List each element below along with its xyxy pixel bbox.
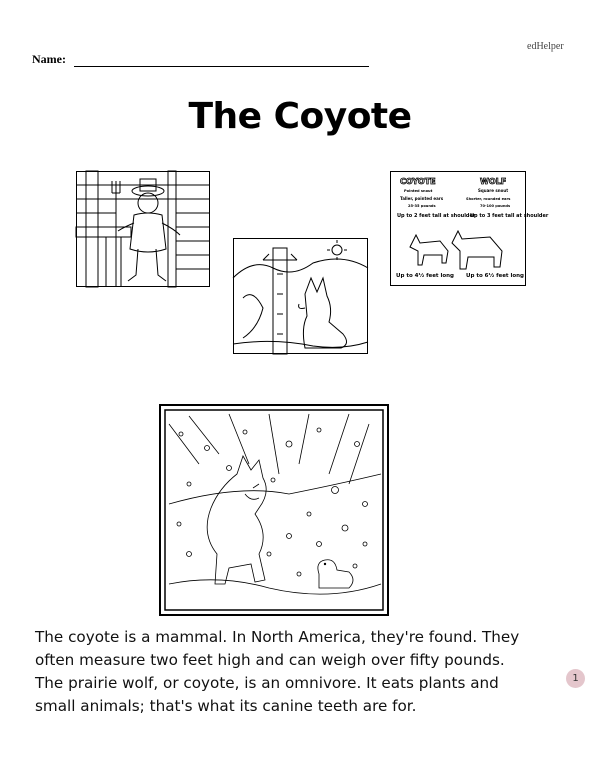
winter-coyote-illustration [159, 404, 389, 616]
wolf-snout: Square snout [478, 188, 509, 193]
coyote-snout: Pointed snout [404, 189, 433, 193]
wolf-height: Up to 3 feet tall at shoulder [470, 213, 549, 219]
wolf-ears: Shorter, rounded ears [466, 197, 511, 201]
wolf-heading: WOLF [480, 177, 507, 186]
wolf-weight: 70-100 pounds [480, 204, 511, 208]
story-line: The prairie wolf, or coyote, is an omnivore. It eats plants and [35, 674, 499, 692]
coyote-wolf-chart [390, 171, 549, 286]
story-line: often measure two feet high and can weigh over fifty pounds. [35, 651, 505, 669]
story-paragraph [35, 626, 555, 718]
story-line: small animals; that's what its canine teeth are for. [35, 697, 417, 715]
coyote-ears: Taller, pointed ears [400, 196, 444, 201]
name-label: Name: [32, 52, 66, 66]
coyote-length: Up to 4½ feet long [396, 273, 454, 279]
totem-coyote-illustration [233, 238, 368, 354]
name-row [32, 52, 369, 67]
page-number-badge: 1 [566, 669, 585, 688]
wolf-length: Up to 6½ feet long [466, 273, 524, 279]
page-title: The Coyote [188, 96, 412, 137]
story-line: The coyote is a mammal. In North America, they're found. They [35, 628, 520, 646]
brand-label: edHelper [527, 41, 564, 52]
farmer-illustration [76, 171, 210, 287]
coyote-weight: 25-35 pounds [408, 204, 436, 208]
coyote-height: Up to 2 feet tall at shoulder [397, 213, 476, 219]
coyote-heading: COYOTE [400, 177, 436, 186]
name-field[interactable] [74, 55, 369, 67]
